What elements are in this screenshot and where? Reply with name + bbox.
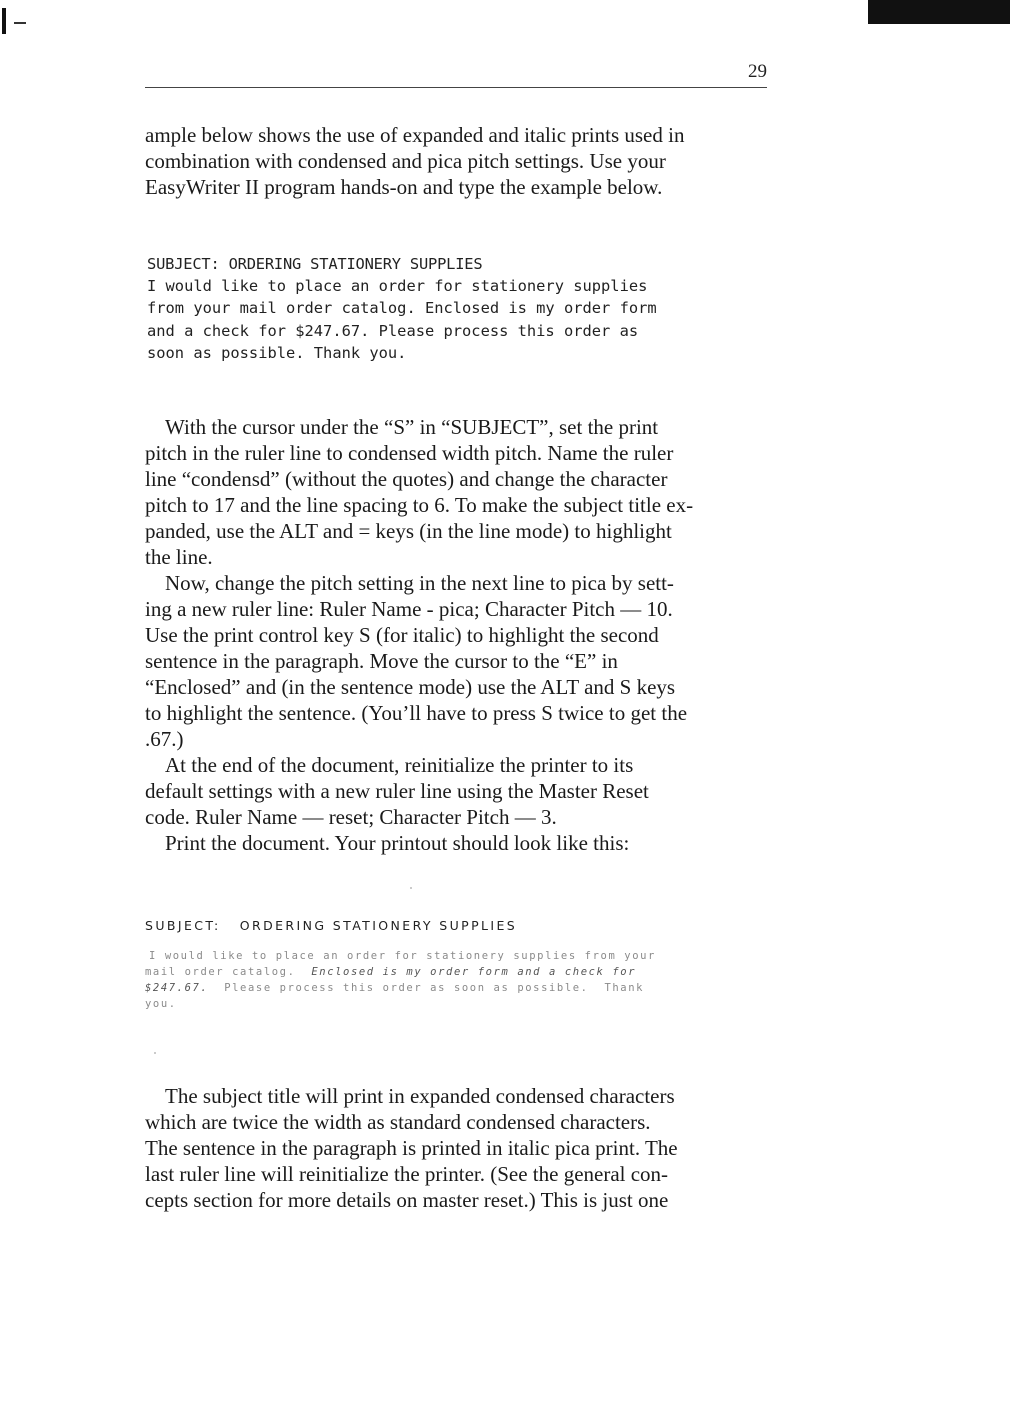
printout-italic-text: $247.67.: [145, 982, 209, 994]
closing-paragraph: [145, 1083, 768, 1213]
body-line: pitch in the ruler line to condensed width pitch. Name the ruler: [145, 441, 674, 465]
printout-text: mail order catalog.: [145, 966, 312, 978]
printout-body: [145, 948, 656, 1012]
body-line: .67.): [145, 727, 184, 751]
body-line: code. Ruler Name — reset; Character Pitch — 3.: [145, 805, 557, 829]
intro-paragraph: [145, 122, 768, 200]
instruction-paragraph-1: [145, 414, 768, 856]
typed-example: [147, 253, 657, 364]
body-line: pitch to 17 and the line spacing to 6. To make the subject title ex-: [145, 493, 694, 517]
body-line: line “condensd” (without the quotes) and change the character: [145, 467, 668, 491]
intro-line: ample below shows the use of expanded and italic prints used in: [145, 123, 685, 147]
header-rule: [145, 87, 767, 88]
printout-text: Please process this order as soon as possible. Thank: [208, 982, 645, 994]
body-line: to highlight the sentence. (You’ll have to press S twice to get the: [145, 701, 688, 725]
printout-line: I would like to place an order for stationery supplies from your: [149, 950, 656, 962]
body-line: ing a new ruler line: Ruler Name - pica; Character Pitch — 10.: [145, 597, 673, 621]
scan-mark-dash: [14, 22, 26, 24]
body-line: panded, use the ALT and = keys (in the line mode) to highlight: [145, 519, 672, 543]
intro-line: EasyWriter II program hands-on and type the example below.: [145, 175, 663, 199]
body-line: The subject title will print in expanded condensed characters: [165, 1084, 675, 1108]
printout-subject: SUBJECT: ORDERING STATIONERY SUPPLIES: [145, 918, 518, 933]
page-number: 29: [748, 61, 767, 82]
body-line: default settings with a new ruler line using the Master Reset: [145, 779, 649, 803]
typed-line: soon as possible. Thank you.: [147, 343, 407, 362]
body-line: sentence in the paragraph. Move the cursor to the “E” in: [145, 649, 618, 673]
body-line: “Enclosed” and (in the sentence mode) use the ALT and S keys: [145, 675, 676, 699]
scan-mark-right: [868, 0, 1010, 24]
body-line: cepts section for more details on master reset.) This is just one: [145, 1188, 669, 1212]
body-line: Use the print control key S (for italic) to highlight the second: [145, 623, 659, 647]
intro-line: combination with condensed and pica pitch settings. Use your: [145, 149, 666, 173]
printout-italic-text: Enclosed is my order form and a check for: [311, 966, 637, 978]
body-line: Print the document. Your printout should look like this:: [165, 831, 630, 855]
body-line: the line.: [145, 545, 213, 569]
scan-speck: [410, 887, 412, 889]
typed-line: from your mail order catalog. Enclosed is my order form: [147, 299, 657, 318]
scan-mark-left: [2, 8, 6, 34]
scan-speck: [154, 1052, 156, 1054]
printout-line: you.: [145, 998, 177, 1010]
body-line: last ruler line will reinitialize the printer. (See the general con-: [145, 1162, 669, 1186]
body-line: Now, change the pitch setting in the next line to pica by sett-: [165, 571, 674, 595]
typed-subject-line: SUBJECT: ORDERING STATIONERY SUPPLIES: [147, 255, 483, 273]
typed-line: I would like to place an order for stationery supplies: [147, 277, 648, 296]
printout-line: [145, 964, 656, 980]
body-line: With the cursor under the “S” in “SUBJECT”, set the print: [165, 415, 659, 439]
typed-line: and a check for $247.67. Please process this order as: [147, 321, 639, 340]
body-line: which are twice the width as standard condensed characters.: [145, 1110, 651, 1134]
body-line: The sentence in the paragraph is printed in italic pica print. The: [145, 1136, 678, 1160]
printout-line: [145, 980, 656, 996]
body-line: At the end of the document, reinitialize the printer to its: [165, 753, 634, 777]
